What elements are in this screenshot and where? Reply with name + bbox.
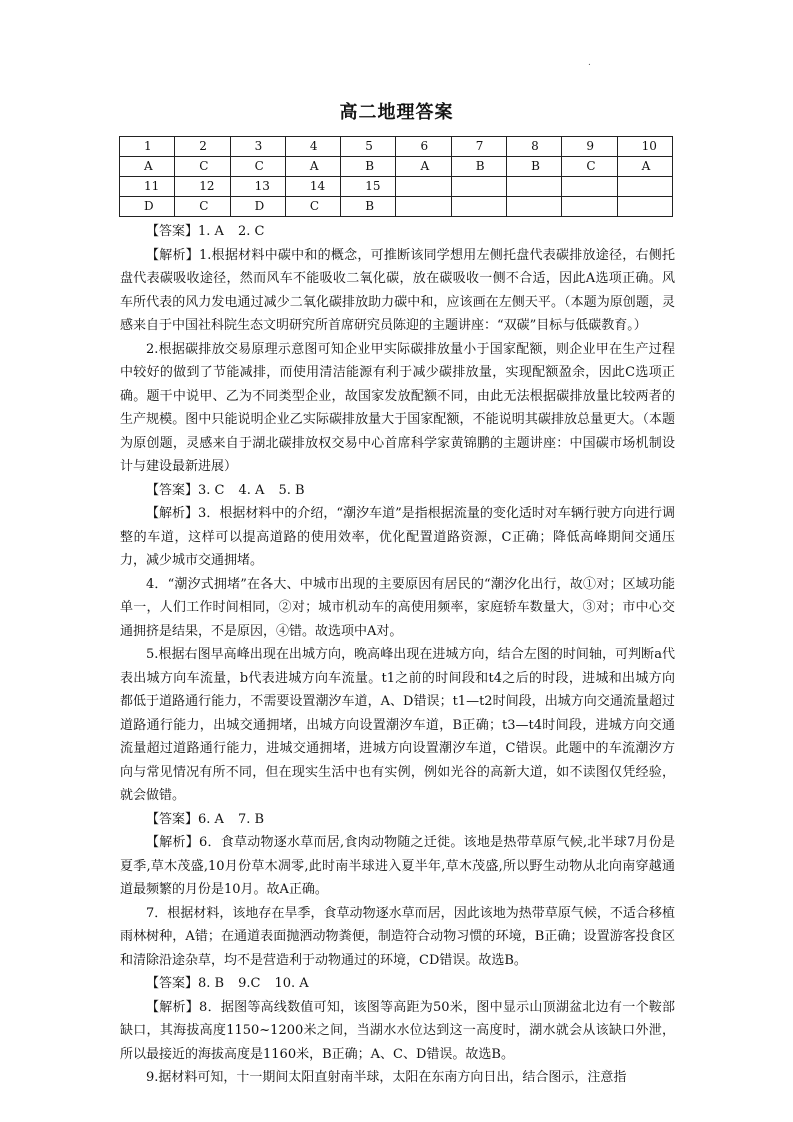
answer-table-cell: B bbox=[341, 197, 396, 217]
answer-table-cell bbox=[396, 177, 451, 197]
answer-8: 8. B bbox=[198, 976, 225, 991]
answer-table-cell: A bbox=[617, 157, 672, 177]
analysis-text: 1.根据材料中碳中和的概念，可推断该同学想用左侧托盘代表碳排放途径，右侧托盘代表碳吸收途径，然而风车不能吸收二氧化碳，放在碳吸收一侧不合适，因此A选项正确。风车所代表的风力发电通过减少二氧化碳排放助力碳中和，应该画在左侧天平。（本题为原创题，灵感来自于中国社科院生态文明研究所首席研究员陈迎的主题讲座：“双碳”目标与低碳教育。） bbox=[120, 247, 675, 333]
answer-table-cell: 8 bbox=[507, 137, 562, 157]
answer-table-cell: 7 bbox=[451, 137, 506, 157]
header-mark: . bbox=[588, 58, 591, 68]
answer-table-cell bbox=[451, 197, 506, 217]
answer-table-cell: 1 bbox=[120, 137, 175, 157]
answer-table-cell bbox=[562, 197, 617, 217]
answer-table-cell: 3 bbox=[230, 137, 285, 157]
answer-table-cell: 6 bbox=[396, 137, 451, 157]
answer-10: 10. A bbox=[274, 976, 309, 991]
answer-label: 【答案】 bbox=[146, 224, 199, 239]
answer-table-cell: 5 bbox=[341, 137, 396, 157]
answer-table-cell bbox=[617, 197, 672, 217]
answer-table-cell: A bbox=[120, 157, 175, 177]
answer-table-cell: B bbox=[507, 157, 562, 177]
answer-table-cell: C bbox=[230, 157, 285, 177]
answer-table-cell: C bbox=[285, 197, 340, 217]
analysis-label: 【解析】 bbox=[146, 835, 199, 850]
answer-4: 4. A bbox=[238, 482, 265, 498]
answer-table-cell bbox=[507, 197, 562, 217]
answer-line-1-2 bbox=[120, 220, 675, 244]
answer-7: 7. B bbox=[237, 811, 265, 827]
answer-table-cell: A bbox=[396, 157, 451, 177]
answer-table-cell bbox=[396, 197, 451, 217]
answer-table-cell: C bbox=[175, 197, 230, 217]
answer-3: 3. C bbox=[198, 482, 225, 498]
answer-table-cell: D bbox=[230, 197, 285, 217]
analysis-6 bbox=[120, 831, 675, 902]
analysis-1 bbox=[120, 244, 675, 338]
analysis-9: 9.据材料可知，十一期间太阳直射南半球，太阳在东南方向日出，结合图示，注意指 bbox=[146, 1070, 627, 1085]
answer-table-cell bbox=[617, 177, 672, 197]
answer-table-cell: 4 bbox=[285, 137, 340, 157]
answer-table-row bbox=[120, 137, 673, 157]
analysis-5: 5.根据右图早高峰出现在出城方向，晚高峰出现在进城方向，结合左图的时间轴，可判断a代表出城方向车流量，b代表进城方向车流量。t1之前的时间段和t4之后的时段，进城和出城方向都低于道路通行能力，不需要设置潮汐车道，A、D错误；t1—t2时间段，出城方向交通流量超过道路通行能力，出城交通拥堵，出城方向设置潮汐车道，B正确；t3—t4时间段，进城方向交通流量超过道路通行能力，进城交通拥堵，进城方向设置潮汐车道，C错误。此题中的车流潮汐方向与常见情况有所不同，但在现实生活中也有实例，例如光谷的高新大道，如不读图仅凭经验，就会做错。 bbox=[120, 647, 675, 803]
answer-table-cell: C bbox=[175, 157, 230, 177]
answer-table-cell: 11 bbox=[120, 177, 175, 197]
answer-6: 6. A bbox=[198, 811, 224, 827]
answer-table-cell: D bbox=[120, 197, 175, 217]
answer-table bbox=[119, 136, 673, 217]
answer-table-row bbox=[120, 157, 673, 177]
analysis-7: 7．根据材料，该地存在旱季，食草动物逐水草而居，因此该地为热带草原气候，不适合移植雨林树种，A错；在通道表面抛洒动物粪便，制造符合动物习惯的环境，B正确；设置游客投食区和清除沿途杂草，均不是营造利于动物通过的环境，CD错误。故选B。 bbox=[120, 905, 675, 968]
analysis-text: 3．根据材料中的介绍，“潮汐车道”是指根据流量的变化适时对车辆行驶方向进行调整的车道，这样可以提高道路的使用效率，优化配置道路资源，C正确；降低高峰期间交通压力，减少城市交通拥堵。 bbox=[120, 506, 675, 568]
answer-1: 1. A bbox=[198, 224, 224, 239]
answer-table-cell: A bbox=[285, 157, 340, 177]
answer-table-row bbox=[120, 177, 673, 197]
analysis-2: 2.根据碳排放交易原理示意图可知企业甲实际碳排放量小于国家配额，则企业甲在生产过程中较好的做到了节能减排，而使用清洁能源有利于减少碳排放量，实现配额盈余，因此C选项正确。题干中说甲、乙为不同类型企业，故国家发放配额不同，由此无法根据碳排放量比较两者的生产规模。图中只能说明企业乙实际碳排放量大于国家配额，不能说明其碳排放总量更大。（本题为原创题，灵感来自于湖北碳排放权交易中心首席科学家黄锦鹏的主题讲座：中国碳市场机制设计与建设最新进展） bbox=[120, 341, 675, 474]
answer-table-cell: 12 bbox=[175, 177, 230, 197]
answer-table-row bbox=[120, 197, 673, 217]
analysis-8 bbox=[120, 996, 675, 1067]
answer-table-cell bbox=[451, 177, 506, 197]
answer-line-8-10 bbox=[120, 972, 675, 996]
answer-2: 2. C bbox=[237, 224, 265, 239]
answer-table-cell: C bbox=[562, 157, 617, 177]
answer-table-cell bbox=[507, 177, 562, 197]
answer-table-cell: B bbox=[341, 157, 396, 177]
answer-content bbox=[120, 220, 675, 1090]
analysis-text: 6．食草动物逐水草而居,食肉动物随之迁徙。该地是热带草原气候,北半球7月份是夏季,草木茂盛,10月份草木凋零,此时南半球进入夏半年,草木茂盛,所以野生动物从北向南穿越通道最频繁的月份是10月。故A正确。 bbox=[120, 835, 675, 897]
answer-5: 5. B bbox=[278, 482, 305, 498]
answer-label: 【答案】 bbox=[146, 811, 199, 827]
answer-line-6-7 bbox=[120, 808, 675, 832]
answer-table-cell: 14 bbox=[285, 177, 340, 197]
answer-label: 【答案】 bbox=[146, 482, 199, 498]
answer-table-cell: 13 bbox=[230, 177, 285, 197]
answer-table-cell: 10 bbox=[617, 137, 672, 157]
analysis-4: 4．“潮汐式拥堵”在各大、中城市出现的主要原因有居民的“潮汐化出行，故①对；区域功能单一，人们工作时间相同，②对；城市机动车的高使用频率，家庭轿车数量大，③对；市中心交通拥挤是结果，不是原因，④错。故选项中A对。 bbox=[120, 576, 675, 639]
answer-9: 9.C bbox=[238, 976, 261, 991]
answer-table-cell bbox=[562, 177, 617, 197]
analysis-label: 【解析】 bbox=[146, 506, 199, 521]
page-title: 高二地理答案 bbox=[339, 102, 454, 123]
analysis-label: 【解析】 bbox=[146, 999, 200, 1015]
answer-table-cell: 2 bbox=[175, 137, 230, 157]
answer-table-cell: 9 bbox=[562, 137, 617, 157]
analysis-3 bbox=[120, 502, 675, 573]
analysis-text: 8．据图等高线数值可知，该图等高距为50米，图中显示山顶湖盆北边有一个鞍部缺口，其海拔高度1150~1200米之间，当湖水水位达到这一高度时，湖水就会从该缺口外泄，所以最接近的海拔高度是1160米，B正确；A、C、D错误。故选B。 bbox=[120, 999, 675, 1062]
answer-label: 【答案】 bbox=[146, 976, 199, 991]
analysis-label: 【解析】 bbox=[146, 247, 199, 263]
answer-line-3-5 bbox=[120, 479, 675, 503]
answer-table-cell: 15 bbox=[341, 177, 396, 197]
answer-table-cell: B bbox=[451, 157, 506, 177]
